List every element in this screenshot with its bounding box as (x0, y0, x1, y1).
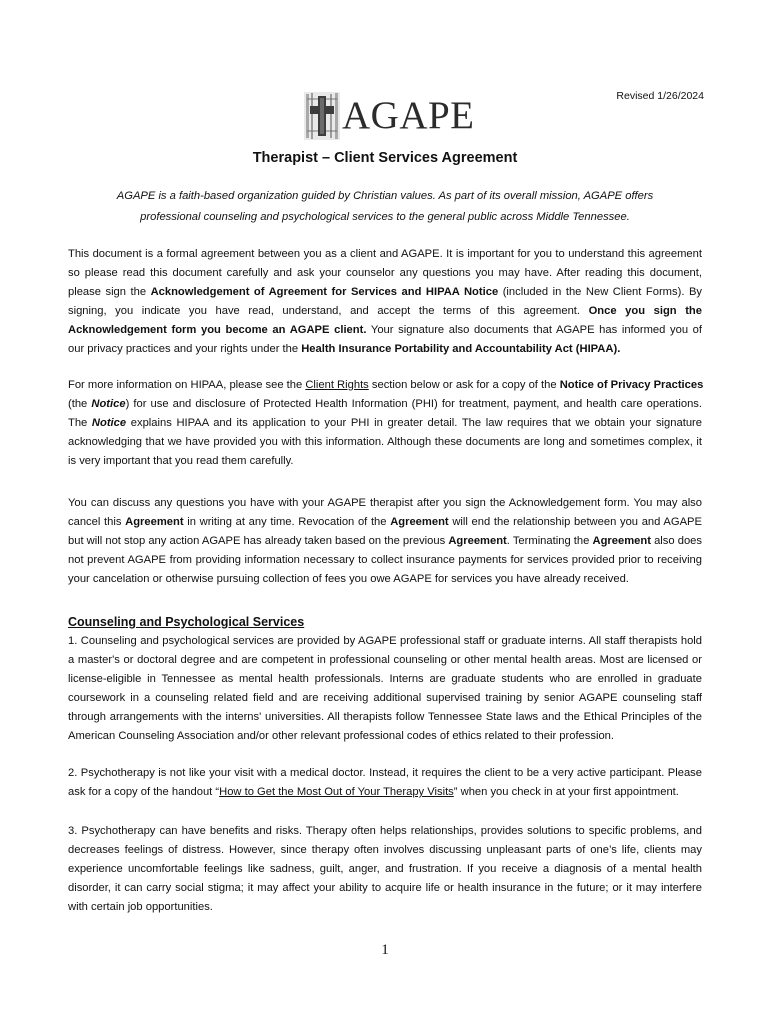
logo-wordmark: AGAPE (342, 94, 475, 137)
text-line: American Counseling Association and/or other relevant professional codes of ethics related to their profession. (68, 730, 615, 742)
text-line: This document is a formal agreement between you as a client and AGAPE. It is important for you to understand this agreement (68, 248, 702, 260)
text-line: For more information on HIPAA, please see the Client Rights section below or ask for a copy of the Notice of Privacy Practices (68, 379, 704, 391)
text-line: decreases feelings of distress. However, since therapy often involves discussing unpleasant parts of one’s life, clients may (68, 844, 702, 856)
text-line: is very important that you read them carefully. (68, 455, 294, 467)
acknowledgement-form-name: Acknowledgement of Agreement for Services and HIPAA Notice (150, 286, 499, 298)
text-line: 3. Psychotherapy can have benefits and risks. Therapy often helps relationships, provides solutions to specific problems, and (68, 825, 702, 837)
text-line: cancel this Agreement in writing at any time. Revocation of the Agreement will end the relationship between you and AGAPE (68, 516, 702, 528)
text-line: license-eligible in Tennessee as mental health professionals. Interns are graduate students who are enrolled in graduate (68, 673, 702, 685)
text-line: You can discuss any questions you have with your AGAPE therapist after you sign the Acknowledgement form. You may also (68, 497, 702, 509)
services-item-3 (68, 822, 702, 917)
text-line: The Notice explains HIPAA and its application to your PHI in greater detail. The law requires that we obtain your signature (68, 417, 702, 429)
text-line: experience uncomfortable feelings like sadness, guilt, anger, and frustration. If you receive a diagnosis of a mental health (68, 863, 702, 875)
hipaa-name: Health Insurance Portability and Accountability Act (HIPAA). (301, 343, 621, 355)
cross-logo-icon (302, 90, 342, 142)
intro-line: AGAPE is a faith-based organization guided by Christian values. As part of its overall mission, AGAPE offers (116, 190, 654, 202)
client-rights-link: Client Rights (305, 379, 369, 391)
text-line: through arrangements with the interns' universities. All therapists follow Tennessee State laws and the Ethical Principles of the (68, 711, 702, 723)
text-line: but will not stop any action AGAPE has already taken based on the previous Agreement. Terminating the Agreement also does (68, 535, 702, 547)
hipaa-paragraph (68, 376, 702, 471)
cancellation-paragraph (68, 494, 702, 589)
text-line: with certain job opportunities. (68, 901, 213, 913)
text-line: disorder, it can carry social stigma; it may affect your ability to acquire life or health insurance in the future; or it may interfere (68, 882, 702, 894)
section-heading: Counseling and Psychological Services (68, 615, 305, 629)
services-item-1 (68, 632, 702, 746)
document-title: Therapist – Client Services Agreement (252, 150, 518, 166)
text-line: 1. Counseling and psychological services are provided by AGAPE professional staff or graduate interns. All staff therapists hold (68, 635, 702, 647)
intro-line: professional counseling and psychological services to the general public across Middle Tennessee. (140, 211, 630, 223)
page-number: 1 (381, 942, 389, 958)
text-line: ask for a copy of the handout “How to Get the Most Out of Your Therapy Visits” when you check in at your first appointment. (68, 786, 679, 798)
text-line: not prevent AGAPE from providing information necessary to collect insurance payments for services provided prior to receiving (68, 554, 702, 566)
text-line: 2. Psychotherapy is not like your visit with a medical doctor. Instead, it requires the client to be a very active participant. Please (68, 767, 702, 779)
text-line: Acknowledgement form you become an AGAPE client. Your signature also documents that AGAPE has informed you of (68, 324, 703, 336)
text-line: please sign the Acknowledgement of Agreement for Services and HIPAA Notice (included in the New Client Forms). By (68, 286, 702, 298)
services-item-2 (68, 764, 702, 802)
text-line: so please read this document carefully and ask your counselor any questions you may have. After reading this document, (68, 267, 702, 279)
handout-title: How to Get the Most Out of Your Therapy Visits (219, 786, 454, 798)
text-line: coursework in a counseling related field and are receiving additional supervised training by senior AGAPE counseling staff (68, 692, 702, 704)
text-line: our privacy practices and your rights under the Health Insurance Portability and Accountability Act (HIPAA). (68, 343, 621, 355)
intro-statement (90, 186, 680, 228)
agape-logo (302, 90, 475, 142)
revision-date: Revised 1/26/2024 (616, 90, 704, 102)
agreement-paragraph (68, 245, 702, 359)
text-line: your cancelation or otherwise pursuing collection of fees you owe AGAPE for services you have already received. (68, 573, 629, 585)
text-line: (the Notice) for use and disclosure of Protected Health Information (PHI) for treatment, payment, and health care operations. (68, 398, 702, 410)
text-line: acknowledging that we have provided you with this information. Although these documents are long and sometimes complex, it (68, 436, 702, 448)
text-line: a master's or doctoral degree and are competent in professional counseling or other mental health areas. Most are licensed or (68, 654, 702, 666)
text-line: signing, you indicate you have read, understand, and accept the terms of this agreement. Once you sign the (68, 305, 702, 317)
